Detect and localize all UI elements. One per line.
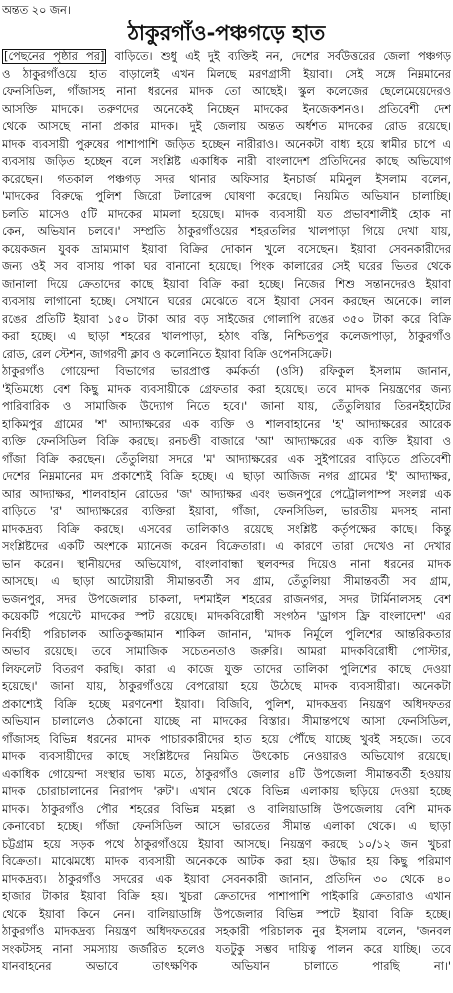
article-line: জন্য ওই সব বাসায় পাকা ঘর বানানো হয়েছে। পিংক কালারের সেই ঘরের ভিতর থেকে (2, 258, 451, 276)
article-line: রঙের প্রতিটি ইয়াবা ১৫০ টাকা আর বড় সাইজের গোলাপি রঙের ৩৫০ টাকা করে বিক্রি (2, 311, 451, 329)
article-line: ভজনপুর, সদর উপজেলার চাকলা, দশমাইল শহরের রাজনগর, সদর টার্মিনালসহ বেশ (2, 591, 451, 609)
article-line: কয়েকটি পয়েন্টে মাদকের স্পট রয়েছে। মাদকবিরোধী সংগঠন 'ড্রাগস ফ্রি বাংলাদেশ' এর (2, 608, 451, 626)
article-line: সংকটসহ নানা সমস্যায় জর্জরিত হলেও যতটুকু সম্ভব দায়িত্ব পালন করে যাচ্ছি। তবে (2, 941, 451, 959)
headline: ঠাকুরগাঁও-পঞ্চগড়ে হাত (2, 20, 451, 46)
article-line: দেশের নিম্নমানের মদ প্রকাশ্যেই বিক্রি হচ্ছে। এ ছাড়া আজিজ নগর গ্রামের 'ই' আদ্যাক্ষর, (2, 468, 451, 486)
article-line: কেন, অভিযান চলবে।' সম্প্রতি ঠাকুরগাঁওয়ের শহরতলির খালপাড়া গিয়ে দেখা যায়, (2, 223, 451, 241)
previous-text-fragment: অন্তত ২০ জন। (2, 2, 451, 19)
article-line: মাদক ব্যবসায়ী পুরুষের পাশাপাশি জড়িত হচ্ছেন নারীরাও। অনেকটা বাধ্য হয়ে স্বামীর চাপে এ (2, 136, 451, 154)
article-line: ভান করেন। স্থানীয়দের অভিযোগ, বাংলাবান্ধা স্থলবন্দর দিয়েও নানা ধরনের মাদক (2, 556, 451, 574)
article-line: আসক্তি মাদকে। তরুণদের অনেকেই নিচ্ছেন মাদকের ইনজেকশনও। প্রতিবেশী দেশ (2, 101, 451, 119)
article-line: 'ইতিমধ্যে বেশ কিছু মাদক ব্যবসায়ীকে গ্রেফতার করা হয়েছে। তবে মাদক নিয়ন্ত্রণের জন্য (2, 381, 451, 399)
article-line: জানালা দিয়ে ক্রেতাদের কাছে ইয়াবা বিক্রি করা হচ্ছে। নিজের শিশু সন্তানদেরও ইয়াবা (2, 276, 451, 294)
article-line: ঠাকুরগাঁও মাদকদ্রব্য নিয়ন্ত্রণ অধিদফতরের সহকারী পরিচালক নুর ইসলাম বলেন, 'জনবল (2, 923, 451, 941)
article-line: ঠাকুরগাঁও গোয়েন্দা বিভাগের ভারপ্রাপ্ত কর্মকর্তা (ওসি) রফিকুল ইসলাম জানান, (2, 363, 451, 381)
article-line: রোড, রেল স্টেশন, জাগরণী ক্লাব ও কলোনিতে ইয়াবা বিক্রি ওপেনসিক্রেট। (2, 346, 451, 364)
article-line (2, 976, 451, 993)
article-line: নির্বাহী পরিচালক আতিকুজ্জামান শাকিল জানান, 'মাদক নির্মূলে পুলিশের আন্তরিকতার (2, 626, 451, 644)
article-line: লিফলেট বিতরণ করছি। কারা এ কাজে যুক্ত তাদের তালিকা পুলিশের কাছে দেওয়া (2, 661, 451, 679)
article-line: 'মাদকের বিরুদ্ধে পুলিশ জিরো টলারেন্স ঘোষণা করেছে। নিয়মিত অভিযান চালাচ্ছি। (2, 188, 451, 206)
article-line: অভাব রয়েছে। তবে সামাজিক সচেতনতাও জরুরি। আমরা মাদকবিরোধী পোস্টার, (2, 643, 451, 661)
article-line: পারিবারিক ও সামাজিক উদ্যোগ নিতে হবে।' জানা যায়, তেঁতুলিয়ার তিরনইহাটের (2, 398, 451, 416)
article-line: প্রকাশ্যেই বিক্রি হচ্ছে মরণনেশা ইয়াবা। বিজিবি, পুলিশ, মাদকদ্রব্য নিয়ন্ত্রণ অধিদফতর (2, 696, 451, 714)
article-line: চলতি মাসেও ৫টি মাদকের মামলা হয়েছে। মাদক ব্যবসায়ী যত প্রভাবশালীই হোক না (2, 206, 451, 224)
continuation-marker: [পেছনের পৃষ্ঠার পর] (2, 49, 106, 64)
article-line: ব্যবসায় লাগানো হচ্ছে। সেখানে ঘরের মেঝেতে বসে ইয়াবা সেবন করছেন অনেকে। লাল (2, 293, 451, 311)
article-line: গাঁজা বিক্রি করছেন। তেঁতুলিয়া সদরে 'ম' আদ্যাক্ষরের এক সুইপারের বাড়িতে প্রতিবেশী (2, 451, 451, 469)
article-line: ফেনসিডিল, গাঁজাসহ নানা ধরনের মাদক তো আছেই। স্কুল কলেজের ছেলেমেয়েদেরও (2, 83, 451, 101)
article-line: চট্টগ্রাম হয়ে সড়ক পথে ঠাকুরগাঁওয়ে ইয়াবা আসছে। নিয়ন্ত্রণ করছে ১০/১২ জন খুচরা (2, 836, 451, 854)
article-line: ব্যবসায় জড়িত হচ্ছেন বলে সংশ্লিষ্ট একাধিক নারী বাংলাদেশ প্রতিদিনের কাছে অভিযোগ (2, 153, 451, 171)
article-line: হাজার টাকার ইয়াবা বিক্রি হয়। খুচরা ক্রেতাদের পাশাপাশি পাইকারি ক্রেতারাও এখান (2, 888, 451, 906)
article-line: বিক্রেতা। মাঝেমধ্যে মাদক ব্যবসায়ী অনেককে আটক করা হয়। উদ্ধার হয় কিছু পরিমাণ (2, 853, 451, 871)
article-line: বাড়িতে 'র' আদ্যাক্ষরের ব্যক্তিরা ইয়াবা, গাঁজা, ফেনসিডিল, ভারতীয় মদসহ নানা (2, 503, 451, 521)
article-line: কয়েকজন যুবক ভ্রাম্যমাণ ইয়াবা বিক্রির দোকান খুলে বসেছেন। ইয়াবা সেবনকারীদের (2, 241, 451, 259)
article-line: কেনাবেচা হচ্ছে। গাঁজা ফেনসিডিল আসে ভারতের সীমান্ত এলাকা থেকে। এ ছাড়া (2, 818, 451, 836)
article-line: হাকিমপুর গ্রামের 'শ' আদ্যাক্ষরের এক ব্যক্তি ও শালবাহানের 'হ' আদ্যাক্ষরের আরেক (2, 416, 451, 434)
article-line-text: বাড়িতে। শুধু এই দুই ব্যক্তিই নন, দেশের সর্বউত্তরের জেলা পঞ্চগড় (106, 50, 451, 63)
article-line (2, 48, 451, 66)
article-line: অভিযান চালালেও ঠেকানো যাচ্ছে না মাদকের বিস্তার। সীমান্তপথে আসা ফেনসিডিল, (2, 713, 451, 731)
article-line: হয়েছে।' জানা যায়, ঠাকুরগাঁওয়ে বেপরোয়া হয়ে উঠেছে মাদক ব্যবসায়ীরা। অনেকটা (2, 678, 451, 696)
article-line: করা হচ্ছে। এ ছাড়া শহরের খালপাড়া, হঠাৎ বস্তি, নিশ্চিতপুর কলেজপাড়া, ঠাকুরগাঁও (2, 328, 451, 346)
article-line: করেছেন। গতকাল পঞ্চগড় সদর থানার অফিসার ইনচার্জ মমিনুল ইসলাম বলেন, (2, 171, 451, 189)
article-body (2, 48, 451, 993)
article-line: মাদক চোরাচালানের নিরাপদ 'রুট'। এখান থেকে বিভিন্ন এলাকায় ছড়িয়ে দেওয়া হচ্ছে (2, 783, 451, 801)
article-line: মাদকদ্রব্য বিক্রি করছে। এসবের তালিকাও রয়েছে সংশ্লিষ্ট কর্তৃপক্ষের কাছে। কিন্তু (2, 521, 451, 539)
article-line: একাধিক গোয়েন্দা সংস্থার ভাষ্য মতে, ঠাকুরগাঁও জেলার ৪টি উপজেলা সীমান্তবর্তী হওয়ায় (2, 766, 451, 784)
article-line: যানবাহনের অভাবে তাৎক্ষণিক অভিযান চালাতে পারছি না।' (2, 958, 451, 976)
article-line: আসছে। এ ছাড়া আটোয়ারী সীমান্তবর্তী সব গ্রাম, তেঁতুলিয়া সীমান্তবর্তী সব গ্রাম, (2, 573, 451, 591)
article-line: মাদক ব্যবসায়ীদের কাছে সংশ্লিষ্টদের নিয়মিত উৎকোচ নেওয়ারও অভিযোগ রয়েছে। (2, 748, 451, 766)
article-line: থেকে আসছে নানা প্রকার মাদক। দুই জেলায় অন্তত অর্ধশত মাদকের রোড রয়েছে। (2, 118, 451, 136)
article-line: গাঁজাসহ বিভিন্ন ধরনের মাদক পাচারকারীদের হাত হয়ে পৌঁছে যাচ্ছে খুবই সহজে। তবে (2, 731, 451, 749)
article-line: ব্যক্তি ফেনসিডিল বিক্রি করছে। রনচণ্ডী বাজারে 'আ' আদ্যাক্ষরের এক ব্যক্তি ইয়াবা ও (2, 433, 451, 451)
article-line: মাদক। ঠাকুরগাঁও পৌর শহরের বিভিন্ন মহল্লা ও বালিয়াডাঙ্গি উপজেলায় বেশি মাদক (2, 801, 451, 819)
article-line: সংশ্লিষ্টদের একটি অংশকে ম্যানেজ করেন বিক্রেতারা। এ কারণে তারা দেখেও না দেখার (2, 538, 451, 556)
article-line: থেকে ইয়াবা কিনে নেন। বালিয়াডাঙ্গি উপজেলার বিভিন্ন স্পটে ইয়াবা বিক্রি হচ্ছে। (2, 906, 451, 924)
article-line: মাদকদ্রব্য। ঠাকুরগাঁও সদরের এক ইয়াবা সেবনকারী জানান, প্রতিদিন ৩০ থেকে ৪০ (2, 871, 451, 889)
article-line: ও ঠাকুরগাঁওয়ে হাত বাড়ালেই এখন মিলছে মরণগ্রাসী ইয়াবা। সেই সঙ্গে নিম্নমানের (2, 66, 451, 84)
article-line: আর আদ্যাক্ষর, শালবাহান রোডের 'জ' আদ্যাক্ষর এবং ভজনপুরে পেট্রোলপাম্প সংলগ্ন এক (2, 486, 451, 504)
